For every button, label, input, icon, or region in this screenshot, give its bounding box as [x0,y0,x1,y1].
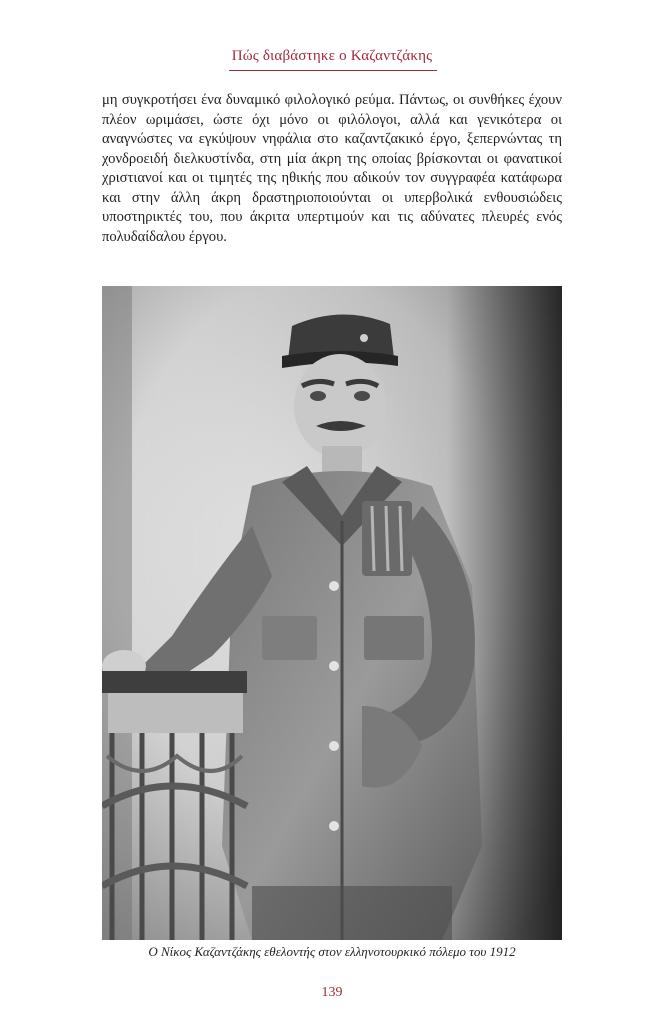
body-paragraph: μη συγκροτήσει ένα δυναμικό φιλολογικό ρεύμα. Πάντως, οι συνθήκες έχουν πλέον ωριμάσει, ώστε όχι μόνο οι φιλόλογοι, αλλά και γενικότερα οι αναγνώστες να εγκύψουν νηφάλια στο καζαντζακικό έργο, ξεπερνώντας τη χονδροειδή διελκυστίνδα, στη μία άκρη της οποίας βρίσκονται οι φανατικοί χριστιανοί και οι τιμητές της ηθικής που αδικούν τον συγγραφέα κατάφωρα και στην άλλη άκρη δραστηριοποιούνται οι υπερβολικά ενθουσιώδεις υποστηρικτές του, που άκριτα υπερτιμούν και τις αδύνατες πλευρές ενός πολυδαίδαλου έργου. [102,92,562,245]
page-number: 139 [321,985,343,1000]
soldier-portrait-photo [102,286,562,940]
running-title: Πώς διαβάστηκε ο Καζαντζάκης [231,48,433,64]
running-title-underline [229,70,437,71]
historical-photo [102,286,562,940]
body-text [102,91,562,247]
photo-caption: Ο Νίκος Καζαντζάκης εθελοντής στον ελληνοτουρκικό πόλεμο του 1912 [148,944,516,959]
